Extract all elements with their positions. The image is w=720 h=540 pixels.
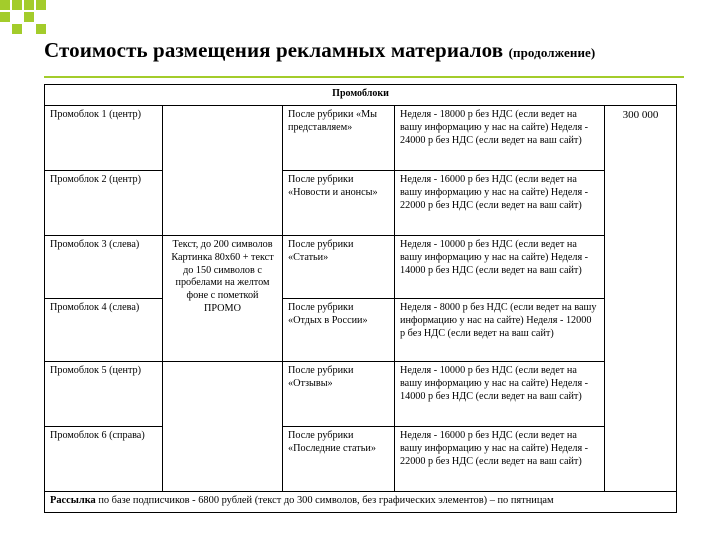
block-rubric: После рубрики «Отзывы» <box>283 362 395 427</box>
newsletter-text: по базе подписчиков - 6800 рублей (текст до 300 символов, без графических элементов) – по пятницам <box>95 495 554 506</box>
title-divider <box>44 76 684 78</box>
empty-cell <box>163 362 283 427</box>
block-name: Промоблок 1 (центр) <box>45 106 163 171</box>
table-row <box>45 362 677 427</box>
empty-cell <box>163 171 283 236</box>
block-rubric: После рубрики «Мы представляем» <box>283 106 395 171</box>
total-price: 300 000 <box>605 106 677 492</box>
table-footer-row <box>45 492 677 513</box>
block-name: Промоблок 2 (центр) <box>45 171 163 236</box>
block-name: Промоблок 5 (центр) <box>45 362 163 427</box>
block-rubric: После рубрики «Отдых в России» <box>283 299 395 362</box>
block-prices: Неделя - 16000 р без НДС (если ведет на вашу информацию у нас на сайте) Неделя - 22000 р без НДС (если ведет на ваш сайт) <box>395 427 605 492</box>
block-name: Промоблок 6 (справа) <box>45 427 163 492</box>
format-description: Текст, до 200 символов Картинка 80х60 + текст до 150 символов с пробелами на желтом фоне с пометкой ПРОМО <box>163 236 283 362</box>
block-prices: Неделя - 10000 р без НДС (если ведет на вашу информацию у нас на сайте) Неделя - 14000 р без НДС (если ведет на ваш сайт) <box>395 362 605 427</box>
pricing-table <box>44 84 677 513</box>
newsletter-label: Рассылка <box>50 495 96 506</box>
table-row <box>45 171 677 236</box>
page-title-main: Стоимость размещения рекламных материалов <box>44 38 504 62</box>
page-title <box>44 38 595 63</box>
empty-cell <box>163 427 283 492</box>
block-prices: Неделя - 18000 р без НДС (если ведет на вашу информацию у нас на сайте) Неделя - 24000 р без НДС (если ведет на ваш сайт) <box>395 106 605 171</box>
table-header-row <box>45 85 677 106</box>
block-name: Промоблок 4 (слева) <box>45 299 163 362</box>
table-row <box>45 299 677 362</box>
block-rubric: После рубрики «Новости и анонсы» <box>283 171 395 236</box>
table-row <box>45 236 677 299</box>
block-prices: Неделя - 16000 р без НДС (если ведет на вашу информацию у нас на сайте) Неделя - 22000 р без НДС (если ведет на ваш сайт) <box>395 171 605 236</box>
empty-cell <box>163 106 283 171</box>
block-name: Промоблок 3 (слева) <box>45 236 163 299</box>
block-rubric: После рубрики «Последние статьи» <box>283 427 395 492</box>
block-prices: Неделя - 8000 р без НДС (если ведет на вашу информацию у нас на сайте) Неделя - 12000 р без НДС (если ведет на ваш сайт) <box>395 299 605 362</box>
table-header: Промоблоки <box>45 85 677 106</box>
table-row <box>45 427 677 492</box>
table-row <box>45 106 677 171</box>
block-prices: Неделя - 10000 р без НДС (если ведет на вашу информацию у нас на сайте) Неделя - 14000 р без НДС (если ведет на ваш сайт) <box>395 236 605 299</box>
block-rubric: После рубрики «Статьи» <box>283 236 395 299</box>
page-title-suffix: (продолжение) <box>508 45 596 60</box>
newsletter-note <box>45 492 677 513</box>
decorative-squares-icon <box>0 0 60 40</box>
